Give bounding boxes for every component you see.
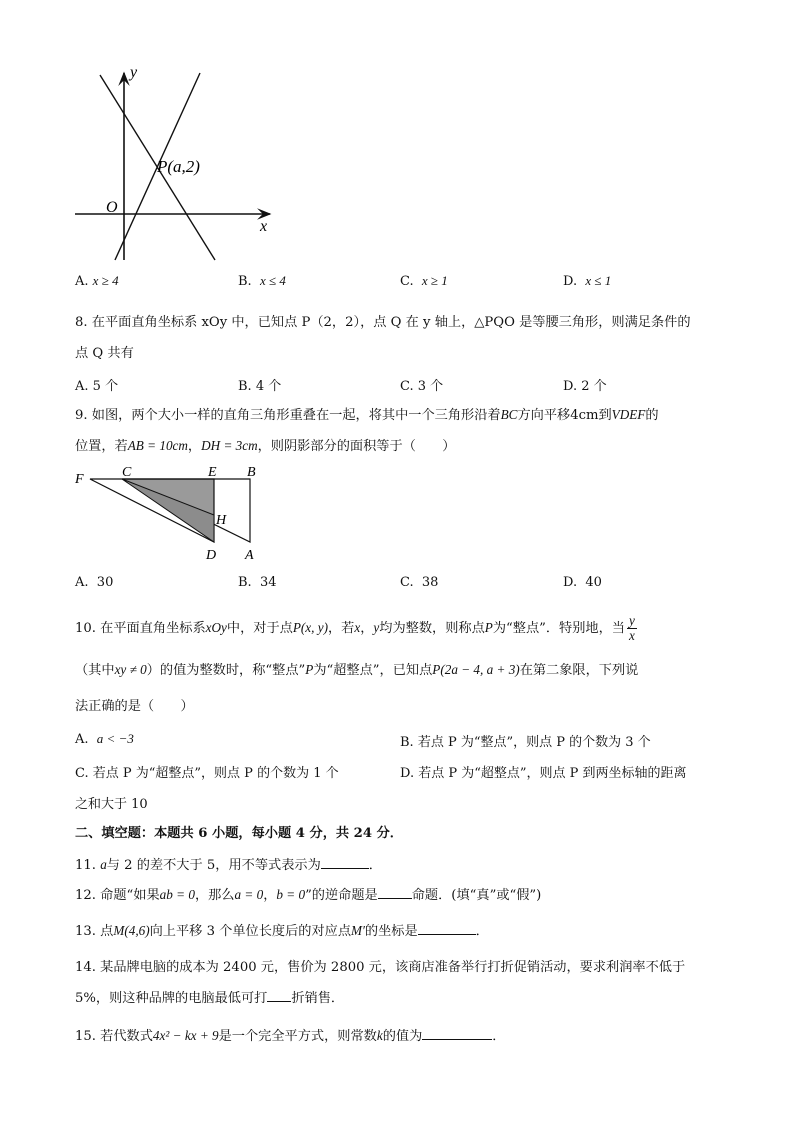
q10-var-p: P <box>305 662 314 677</box>
q13-text: 13. 点 <box>75 924 114 939</box>
fraction-denominator: x <box>629 628 635 643</box>
option-text: 2 个 <box>581 379 607 394</box>
label-f: F <box>75 472 84 487</box>
q15 <box>75 1027 505 1046</box>
q10-option-d[interactable]: D. 若点 P 为“超整点”，则点 P 到两坐标轴的距离 <box>400 766 687 781</box>
q9-text: 的 <box>645 408 659 423</box>
origin-label: O <box>106 199 118 216</box>
q9-stem-line2 <box>75 437 455 456</box>
option-letter: C. <box>400 274 414 289</box>
q14-line2 <box>75 989 344 1008</box>
option-letter: A. <box>75 274 89 289</box>
q9-bc: BC <box>500 407 518 422</box>
q8-option-d[interactable] <box>563 375 607 394</box>
q13-point-m-prime: M′ <box>351 923 365 938</box>
q8-stem-line1: 8. 在平面直角坐标系 xOy 中，已知点 P（2，2），点 Q 在 y 轴上，△PQO 是等腰三角形，则满足条件的 <box>75 315 691 330</box>
q10-option-a[interactable] <box>75 731 134 747</box>
q10-text: 为“超整点”，已知点 <box>313 663 433 678</box>
q10-var-x: x <box>354 620 361 635</box>
q12-text: ”的逆命题是 <box>305 888 378 903</box>
option-text: x ≤ 1 <box>585 273 612 288</box>
q10-text: 10. 在平面直角坐标系 <box>75 621 206 636</box>
q14-line1: 14. 某品牌电脑的成本为 2400 元，售价为 2800 元，该商店准备举行打折促销活动，要求利润率不低于 <box>75 960 686 975</box>
q11-answer-blank[interactable] <box>321 856 369 869</box>
q9-option-b[interactable] <box>238 575 277 590</box>
q8-option-a[interactable] <box>75 375 118 394</box>
fraction-numerator: y <box>629 613 635 628</box>
q15-text: 是一个完全平方式，则常数 <box>218 1029 377 1044</box>
q12-a0: a = 0 <box>234 887 264 902</box>
q10-option-d-continued: 之和大于 10 <box>75 797 148 812</box>
q8-option-b[interactable] <box>238 375 281 394</box>
q10-text: 在第二象限，下列说 <box>519 663 639 678</box>
q9-text: ， <box>187 439 202 454</box>
option-letter: B. <box>238 575 252 590</box>
q9-dh: DH = 3cm <box>201 438 258 453</box>
q15-text: 的值为 <box>382 1029 423 1044</box>
q14-answer-blank[interactable] <box>267 989 291 1002</box>
q10-point-p: P(x, y) <box>292 620 328 635</box>
q8-stem-line2: 点 Q 共有 <box>75 346 134 361</box>
label-c: C <box>122 465 132 480</box>
q7-option-a[interactable] <box>75 273 119 289</box>
q8-option-c[interactable] <box>400 375 443 394</box>
q7-option-d[interactable] <box>563 273 611 289</box>
q12-text: 命题．(填“真”或“假”) <box>411 888 542 903</box>
q12-b0: b = 0 <box>276 887 306 902</box>
option-text: x ≥ 1 <box>421 273 448 288</box>
option-text: 3 个 <box>417 379 444 394</box>
option-text: 34 <box>259 575 277 590</box>
q15-var-k: k <box>376 1028 383 1043</box>
label-a: A <box>245 548 254 563</box>
label-h: H <box>216 513 227 528</box>
q10-point-expression: P(2a − 4, a + 3) <box>432 662 520 677</box>
option-letter: A. <box>75 575 89 590</box>
q13-point-m: M(4,6) <box>113 923 150 938</box>
q11-number: 11. <box>75 858 96 873</box>
label-b: B <box>247 465 256 480</box>
option-letter: B. <box>238 379 252 394</box>
q9-distance: 4cm <box>570 408 599 423</box>
q12-text: ， <box>263 888 277 903</box>
q10-text: 中，对于点 <box>226 621 293 636</box>
option-letter: B. <box>238 274 252 289</box>
q15-text: 15. 若代数式 <box>75 1029 153 1044</box>
q11-text: 与 2 的差不大于 5，用不等式表示为 <box>106 858 321 873</box>
q13-answer-blank[interactable] <box>418 922 476 935</box>
q10-text: （其中 <box>75 663 115 678</box>
option-letter: C. <box>400 575 414 590</box>
option-letter: D. <box>563 379 578 394</box>
q10-xy-condition: xy ≠ 0 <box>114 662 147 677</box>
option-letter: D. <box>563 274 578 289</box>
q9-text: 方向平移 <box>517 408 571 423</box>
q9-ab: AB = 10cm <box>127 438 188 453</box>
option-letter: A. <box>75 732 89 747</box>
q9-stem-line1 <box>75 406 659 425</box>
q11-text: ． <box>368 858 382 873</box>
q10-text: ，若 <box>327 621 355 636</box>
option-text: 30 <box>96 575 114 590</box>
q9-text: ，则阴影部分的面积等于（ ） <box>257 439 456 454</box>
q15-expression: 4x² − kx + 9 <box>152 1028 219 1043</box>
label-d: D <box>206 548 217 563</box>
q11-var-a: a <box>100 857 107 872</box>
q10-fraction-y-over-x <box>627 614 637 643</box>
option-letter: D. <box>563 575 578 590</box>
q9-option-a[interactable] <box>75 575 113 590</box>
q11 <box>75 856 382 875</box>
q14-text: 5%，则这种品牌的电脑最低可打 <box>75 991 268 1006</box>
q9-option-d[interactable] <box>563 575 602 590</box>
y-axis-label: y <box>130 64 138 81</box>
q13-text: 向上平移 3 个单位长度后的对应点 <box>149 924 352 939</box>
q10-stem-line3: 法正确的是（ ） <box>75 699 194 714</box>
q10-text: 均为整数，则称点 <box>379 621 485 636</box>
x-axis-label: x <box>260 218 268 235</box>
q13-text: ． <box>475 924 489 939</box>
q7-option-b[interactable] <box>238 273 286 289</box>
q10-var-y: y <box>373 620 380 635</box>
q12 <box>75 886 541 905</box>
q12-answer-blank[interactable] <box>378 886 412 899</box>
q10-option-c[interactable]: C. 若点 P 为“超整点”，则点 P 的个数为 1 个 <box>75 766 339 781</box>
label-e: E <box>208 465 217 480</box>
q10-text: ）的值为整数时，称“整点” <box>146 663 306 678</box>
q12-text: ，那么 <box>194 888 235 903</box>
option-text: x ≥ 4 <box>92 273 119 288</box>
q9-text: 9. 如图，两个大小一样的直角三角形重叠在一起，将其中一个三角形沿着 <box>75 408 501 423</box>
q10-text: ， <box>360 621 374 636</box>
q10-option-b[interactable]: B. 若点 P 为“整点”，则点 P 的个数为 3 个 <box>400 735 651 750</box>
q9-triangle-figure <box>70 462 280 567</box>
q7-option-c[interactable] <box>400 273 448 289</box>
q10-stem-line2 <box>75 661 638 680</box>
q13 <box>75 922 489 941</box>
option-text: 40 <box>585 575 602 590</box>
q15-answer-blank[interactable] <box>422 1027 492 1040</box>
q10-text: 为“整点”．特别地，当 <box>492 621 625 636</box>
q9-option-c[interactable] <box>400 575 438 590</box>
q10-var-p: P <box>484 620 493 635</box>
option-letter: A. <box>75 379 89 394</box>
option-letter: C. <box>400 379 414 394</box>
q10-stem-line1 <box>75 612 639 645</box>
q14-text: 折销售． <box>291 991 345 1006</box>
option-text: 4 个 <box>255 379 282 394</box>
section-2-heading: 二、填空题：本题共 6 小题，每小题 4 分，共 24 分． <box>75 826 403 841</box>
point-p-label: P(a,2) <box>157 157 200 176</box>
q12-text: 12. 命题“如果 <box>75 888 160 903</box>
q9-text: 位置，若 <box>75 439 128 454</box>
option-text: 5 个 <box>92 379 119 394</box>
q12-ab: ab = 0 <box>159 887 195 902</box>
option-text: x ≤ 4 <box>259 273 286 288</box>
q15-text: ． <box>492 1029 506 1044</box>
q13-text: 的坐标是 <box>364 924 418 939</box>
q9-triangle-def: VDEF <box>611 407 646 422</box>
q7-coordinate-figure <box>60 55 290 265</box>
option-text: 38 <box>421 575 439 590</box>
q9-text: 到 <box>598 408 612 423</box>
q10-xoy: xOy <box>205 620 227 635</box>
option-text: a < −3 <box>96 731 134 746</box>
